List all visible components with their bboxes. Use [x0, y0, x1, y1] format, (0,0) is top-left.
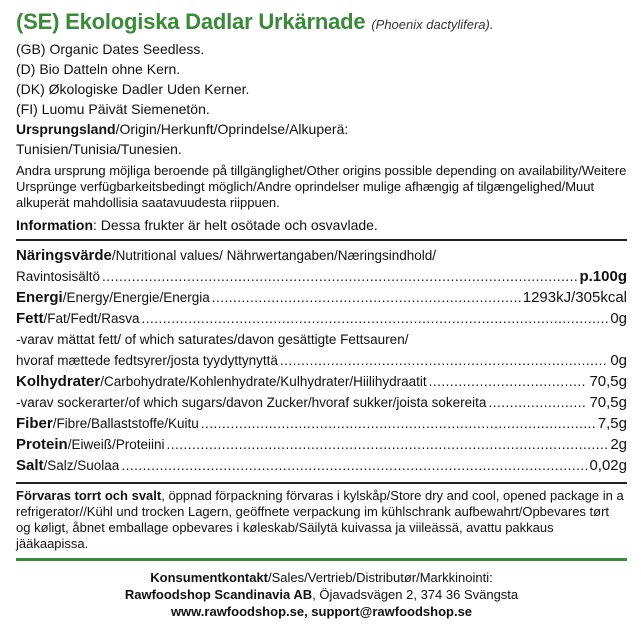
origin-label-rest: /Origin/Herkunft/Oprindelse/Alkuperä: [115, 121, 349, 137]
product-title [16, 8, 627, 39]
nutrition-row-sugars: -varav sockerarter/of which sugars/davon Zucker/hvoraf sukker/joista sokereita ..... 70,5g [16, 392, 627, 413]
company-address: , Öjavadsvägen 2, 374 36 Svängsta [312, 587, 519, 602]
translation-de: (D) Bio Datteln ohne Kern. [16, 61, 181, 77]
information-label: Information [16, 217, 93, 233]
nutrition-row-salt: Salt/Salz/Suolaa ..... 0,02g [16, 455, 627, 476]
product-name: (SE) Ekologiska Dadlar Urkärnade [16, 9, 366, 34]
saturates-line1: -varav mättat fett/ of which saturates/davon gesättigte Fettsauren/ [16, 332, 409, 347]
origin-value: Tunisien/Tunisia/Tunesien. [16, 141, 182, 157]
origin-label-line [16, 119, 627, 139]
translation-fi: (FI) Luomu Päivät Siemenetön. [16, 101, 210, 117]
fat-value: 0g [610, 310, 627, 327]
nutrition-header-rest: /Nutritional values/ Nährwertangaben/Næringsindhold/ [111, 248, 437, 263]
storage-instructions [16, 488, 627, 552]
protein-value: 2g [610, 436, 627, 453]
energy-value: 1293kJ/305kcal [522, 289, 627, 306]
divider [16, 482, 627, 484]
nutrition-row-carbohydrate: Kolhydrater/Carbohydrate/Kohlenhydrate/Kulhydrater/Hiilihydraatit ..... 70,5g [16, 371, 627, 392]
nutrition-per-row [16, 266, 627, 287]
salt-value: 0,02g [589, 457, 627, 474]
consumer-contact: Konsumentkontakt/Sales/Vertrieb/Distributør/Markkinointi: Rawfoodshop Scandinavia AB, Öjavadsvägen 2, 374 36 Svängsta www.rawfoodshop.se, support@rawfoodshop.se [16, 569, 627, 620]
divider [16, 239, 627, 241]
web-contact: www.rawfoodshop.se, support@rawfoodshop.se [170, 604, 473, 619]
nutrition-row-saturates: hvoraf mættede fedtsyrer/josta tyydyttynyttä ..... 0g [16, 350, 627, 371]
translation-gb: (GB) Organic Dates Seedless. [16, 41, 205, 57]
carbohydrate-value: 70,5g [589, 373, 627, 390]
information-text: : Dessa frukter är helt osötade och osvavlade. [93, 217, 378, 233]
storage-bold: Förvaras torrt och svalt [16, 488, 162, 503]
sugars-value: 70,5g [589, 394, 627, 411]
company-name: Rawfoodshop Scandinavia AB [124, 587, 313, 602]
green-divider [16, 558, 627, 561]
storage-text: , öppnad förpackning förvaras i kylskåp/Store dry and cool, opened package in a refrigerator//Kühl und trocken Lagern, geöffnete verpackung im kühlschrank aufbewahrt/Opbevares tørt og køligt, åbnet emballage opbevares i køleskab/Säilytä kuivassa ja viileässä, avattu pakkaus jääkaapissa. [16, 488, 624, 551]
origin-label: Ursprungsland [16, 121, 116, 137]
nutrition-header-line2: Ravintosisältö [16, 269, 101, 284]
saturates-value: 0g [610, 352, 627, 369]
nutrition-header-bold: Näringsvärde [16, 247, 112, 264]
translation-dk: (DK) Økologiske Dadler Uden Kerner. [16, 81, 250, 97]
origin-note: Andra ursprung möjliga beroende på tillgänglighet/Other origins possible depending on availability/Weitere Ursprünge verfügbarkeitsbedingt möglich/Andre oprindelser mulige afhængig af tilgængelighed/Muut alkuperät mahdollisia saatavuudesta riippuen. [16, 163, 627, 210]
latin-name: (Phoenix dactylifera). [371, 17, 494, 32]
nutrition-header [16, 245, 627, 266]
information-line [16, 215, 627, 235]
nutrition-row-fat: Fett/Fat/Fedt/Rasva ..... 0g [16, 308, 627, 329]
per-100g: p.100g [579, 268, 627, 285]
nutrition-row-energy: Energi/Energy/Energie/Energia ..... 1293kJ/305kcal [16, 287, 627, 308]
nutrition-row-protein: Protein/Eiweiß/Proteiini ..... 2g [16, 434, 627, 455]
nutrition-row-fibre: Fiber/Fibre/Ballaststoffe/Kuitu ..... 7,5g [16, 413, 627, 434]
fibre-value: 7,5g [597, 415, 627, 432]
